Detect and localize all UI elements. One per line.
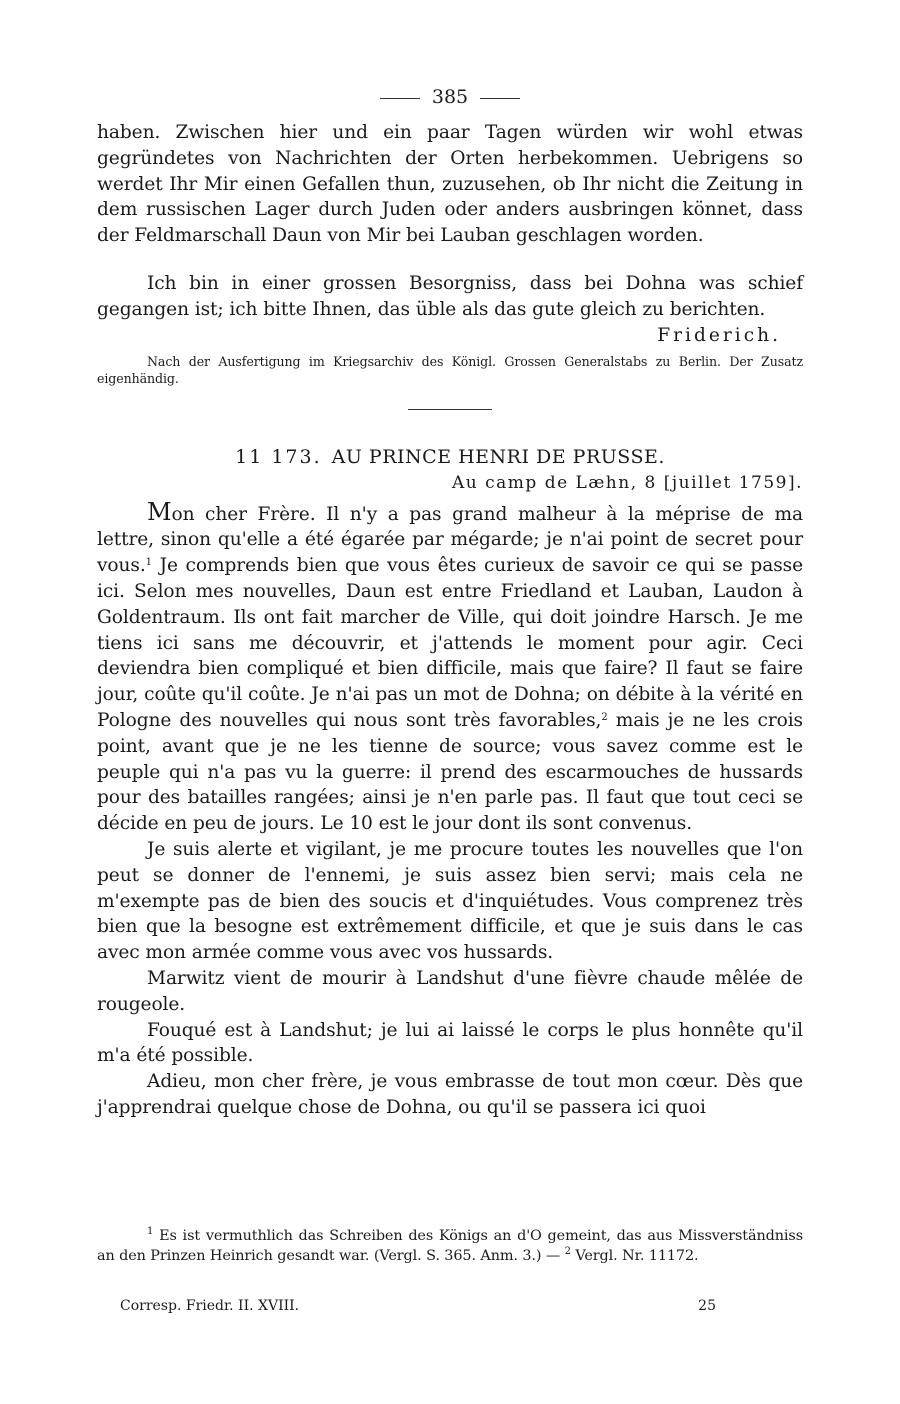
letter-paragraph-5: Adieu, mon cher frère, je vous embrasse de tout mon cœur. Dès que j'apprendrai quelque chose de Dohna, ou qu'il se passera ici quoi — [97, 1071, 803, 1118]
footnote-number-1: 1 — [147, 1226, 154, 1237]
footnote-2-text: Vergl. Nr. 11172. — [570, 1248, 699, 1264]
footnote-1-text: Es ist vermuthlich das Schreiben des Königs an d'O gemeint, das aus Missverständniss an den Prinzen Heinrich gesandt war. (Vergl. S. 365. Anm. 3.) — — [97, 1228, 803, 1264]
signature: Friderich. — [657, 324, 781, 346]
continuation-paragraph-1: haben. Zwischen hier und ein paar Tagen würden wir wohl etwas gegründetes von Nachrichten der Orten herbekommen. Uebrigens so werdet Ihr Mir einen Gefallen thun, zuzusehen, ob Ihr nicht die Zeitung in dem russischen Lager durch Juden oder anders ausbringen könnet, dass der Feldmarschall Daun von Mir bei Lauban geschlagen worden. — [97, 122, 803, 247]
left-dash — [380, 98, 420, 99]
section-divider — [408, 409, 492, 410]
letter-paragraph-2: Je suis alerte et vigilant, je me procure toutes les nouvelles que l'on peut se donner de l'ennemi, je suis assez bien servi; mais cela ne m'exempte pas de bien des soucis et d'inquiétudes. Vous comprenez très bien que la besogne est extrêmement difficile, et que je suis dans le cas avec mon armée comme vous avec vos hussards. — [97, 838, 803, 964]
drop-cap: M — [147, 497, 172, 526]
letter-title: AU PRINCE HENRI DE PRUSSE. — [331, 445, 665, 468]
letter-paragraph-4: Fouqué est à Landshut; je lui ai laissé le corps le plus honnête qu'il m'a été possible. — [97, 1019, 803, 1067]
page-number-line — [97, 84, 803, 110]
letter-paragraph-1-part-c: mais je ne les crois point, avant que je ne les tienne de source; vous savez comme est le peuple qui n'a pas vu la guerre: il prend des escarmouches de hussards pour des batailles rangées; ainsi je n'en parle pas. Il faut que tout ceci se décide en peu de jours. Le 10 est le jour dont ils sont convenus. — [97, 709, 803, 835]
continuation-paragraph-2: Ich bin in einer grossen Besorgniss, dass bei Dohna was schief gegangen ist; ich bitte Ihnen, das üble als das gute gleich zu berichten. — [97, 272, 803, 320]
letter-number: 11 173. — [235, 445, 322, 468]
letter-paragraph-1 — [97, 497, 803, 837]
right-dash — [480, 98, 520, 99]
footer-signature-mark: Corresp. Friedr. II. XVIII. — [120, 1298, 300, 1314]
letter-paragraph-1-part-b: Je comprends bien que vous êtes curieux de savoir ce qui se passe ici. Selon mes nouvelles, Daun est entre Friedland et Lauban, Laudon à Goldentraum. Ils ont fait marcher de Ville, qui doit joindre Harsch. Je me tiens ici sans me découvrir, et j'attends le moment pour agir. Ceci deviendra bien compliqué et bien difficile, mais que faire? Il faut se faire jour, coûte qu'il coûte. Je n'ai pas un mot de Dohna; on débite à la vérité en Pologne des nouvelles qui nous sont très favorables, — [97, 555, 803, 731]
letter-paragraph-3: Marwitz vient de mourir à Landshut d'une fièvre chaude mêlée de rougeole. — [97, 967, 803, 1015]
footnote-ref-1: 1 — [145, 557, 152, 569]
letter-paragraph-1-part-a: on cher Frère. Il n'y a pas grand malheur à la méprise de ma lettre, sinon qu'elle a été égarée par mégarde; je n'ai point de secret pour vous. — [97, 503, 803, 577]
letter-heading — [97, 444, 803, 470]
footnote-ref-2: 2 — [601, 711, 608, 723]
footer-sheet-number: 25 — [698, 1298, 716, 1314]
letter-dateline: Au camp de Læhn, 8 [juillet 1759]. — [452, 472, 803, 493]
source-note: Nach der Ausfertigung im Kriegsarchiv des Königl. Grossen Generalstabs zu Berlin. Der Zusatz eigenhändig. — [97, 353, 803, 386]
page-footer — [120, 1296, 716, 1316]
page-number: 385 — [431, 86, 469, 108]
footnote-number-2: 2 — [564, 1246, 571, 1257]
footnotes — [97, 1226, 803, 1266]
page-body — [97, 84, 803, 1121]
footnote-text — [97, 1226, 803, 1266]
